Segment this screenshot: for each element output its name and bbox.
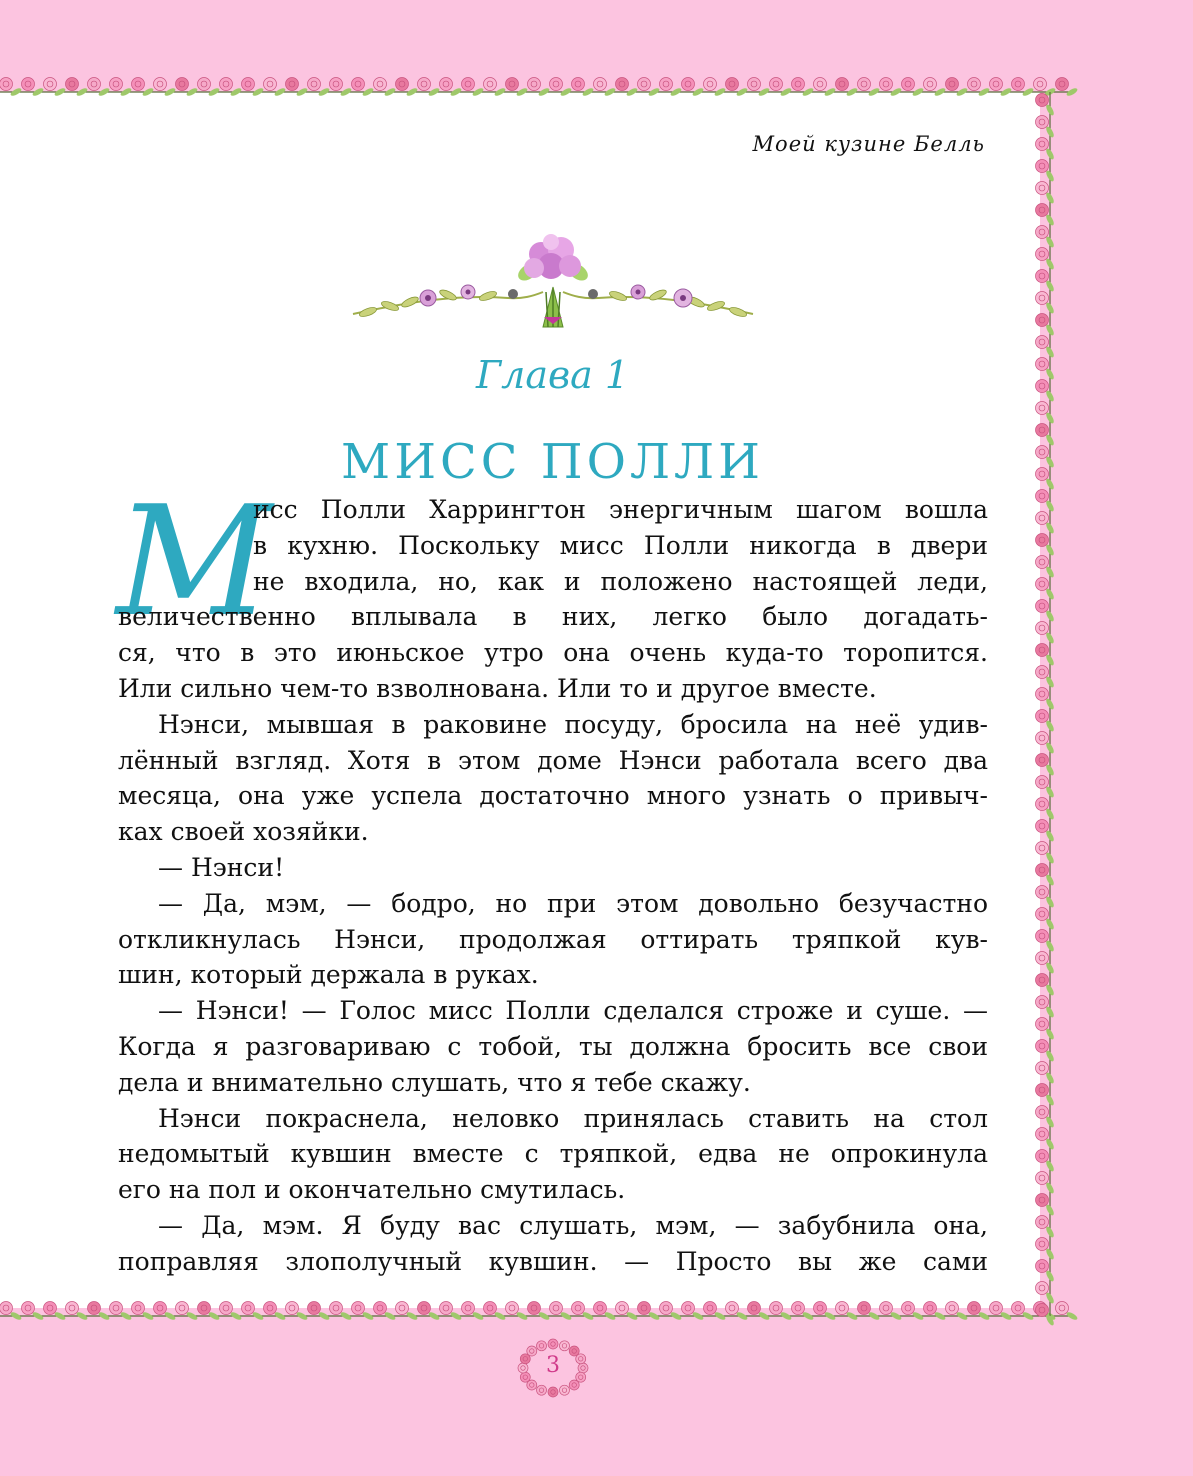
text-line: месяца, она уже успела достаточно много узнать о привыч- (118, 781, 988, 811)
text-line: поправляя злополучный кувшин. — Просто вы же сами (118, 1246, 988, 1276)
text-line: не входила, но, как и положено настоящей леди, (253, 566, 988, 596)
text-line: — Да, мэм, — бодро, но при этом довольно безучастно (158, 888, 988, 918)
text-line: — Нэнси! (158, 852, 285, 882)
text-line: в кухню. Поскольку мисс Полли никогда в двери (253, 530, 988, 560)
text-line: Нэнси, мывшая в раковине посуду, бросила на неё удив- (158, 709, 988, 739)
flower-bouquet-ornament-icon (348, 232, 758, 332)
text-line: его на пол и окончательно смутилась. (118, 1175, 626, 1205)
text-line: ся, что в это июньское утро она очень куда-то торопится. (118, 638, 988, 668)
text-line: лённый взгляд. Хотя в этом доме Нэнси работала всего два (118, 745, 988, 775)
text-line: шин, который держала в руках. (118, 960, 539, 990)
text-line: — Нэнси! — Голос мисс Полли сделался строже и суше. — (158, 996, 988, 1026)
body-text (118, 492, 988, 1280)
text-line: Когда я разговариваю с тобой, ты должна бросить все свои (118, 1031, 988, 1061)
text-line: откликнулась Нэнси, продолжая оттирать тряпкой кув- (118, 924, 988, 954)
text-line: Нэнси покраснела, неловко принялась ставить на стол (158, 1103, 988, 1133)
text-line: ках своей хозяйки. (118, 817, 369, 847)
chapter-label: Глава 1 (475, 353, 630, 397)
text-line: недомытый кувшин вместе с тряпкой, едва не опрокинула (118, 1139, 988, 1169)
drop-cap: М (116, 473, 272, 650)
text-line: дела и внимательно слушать, что я тебе скажу. (118, 1067, 751, 1097)
chapter-title: МИСС ПОЛЛИ (341, 434, 764, 491)
page-number: 3 (546, 1353, 560, 1378)
text-line: величественно вплывала в них, легко было догадать- (118, 602, 988, 632)
text-line: Или сильно чем-то взволнована. Или то и другое вместе. (118, 673, 877, 703)
dedication: Моей кузине Белль (752, 132, 985, 156)
text-line: исс Полли Харрингтон энергичным шагом вошла (253, 495, 988, 524)
text-line: — Да, мэм. Я буду вас слушать, мэм, — забубнила она, (158, 1210, 988, 1240)
